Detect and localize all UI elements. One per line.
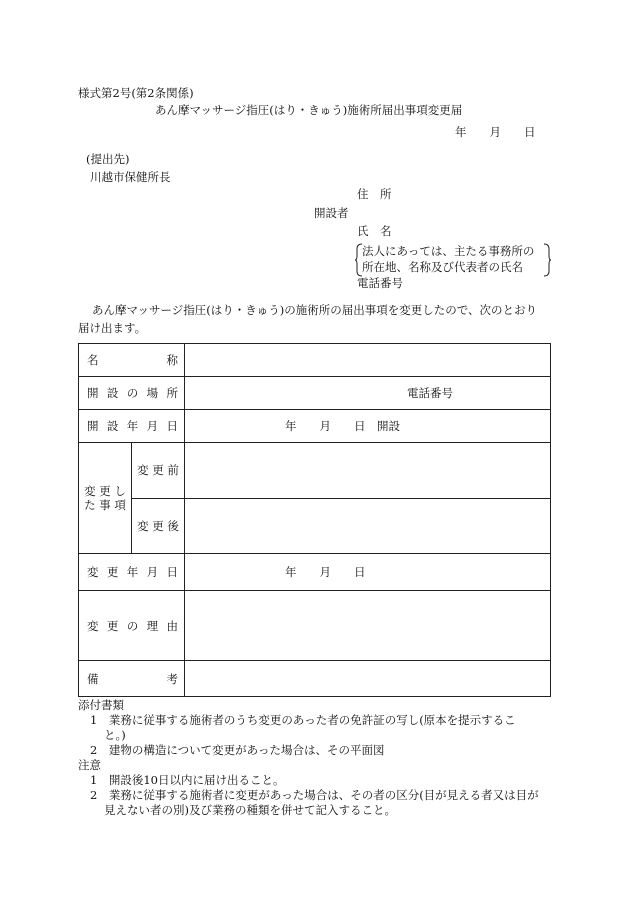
label-char: 備 [87,671,99,686]
row-reason [79,591,551,661]
form-title: あん摩マッサージ指圧(はり・きゅう)施術所届出事項変更届 [155,103,463,117]
label-char: 月 [146,565,159,579]
row-location [79,377,551,410]
before-label: 変 更 前 [132,443,185,499]
attachments-heading: 添付書類 [78,698,124,712]
row-open-date [79,410,551,443]
open-date-label-cell [79,410,185,443]
label-char: 日 [166,419,178,433]
label-char: 開 [87,419,99,433]
label-char: の [126,386,139,400]
label-char: 変 [87,565,99,579]
location-label-cell [79,377,185,410]
attachment-item-1-line1: 1 業務に従事する施術者のうち変更のあった者の免許証の写し(原本を提示するこ [90,713,516,727]
after-label: 変 更 後 [132,499,185,554]
label-char: 由 [166,618,178,633]
changed-items-label-line2: た 事 項 [84,498,126,512]
open-date-value: 年 月 日 開設 [285,419,400,433]
address-label: 住 所 [357,187,392,201]
corp-note-line2: 所在地、名称及び代表者の氏名 [362,260,523,274]
label-char: 開 [87,386,99,400]
label-char: 場 [146,386,159,400]
label-char: 更 [106,618,119,633]
label-char: 理 [146,618,159,633]
open-date-field[interactable] [185,410,551,443]
location-phone-label: 電話番号 [407,386,453,400]
change-date-label-cell [79,554,185,591]
note-item-1: 1 開設後10日以内に届け出ること。 [90,773,285,787]
reason-field[interactable] [185,591,551,661]
changed-items-label-cell [79,443,132,554]
row-before [79,443,551,499]
row-after [79,499,551,554]
reason-label-cell [79,591,185,661]
recipient-name: 川越市保健所長 [90,170,171,184]
notes-heading: 注意 [78,758,101,772]
change-form-table [78,343,551,697]
label-char: 月 [146,419,159,433]
intro-line2: 届け出ます。 [78,321,147,335]
after-field[interactable] [185,499,551,554]
row-remarks [79,661,551,697]
name-label-cell [79,344,185,377]
attachment-item-1-line2: と。) [104,728,126,742]
label-char: 設 [106,386,119,400]
submission-date: 年 月 日 [455,125,536,139]
label-char: 変 [87,618,99,633]
label-char: 名 [87,353,99,367]
before-field[interactable] [185,443,551,499]
note-item-2-line1: 2 業務に従事する施術者に変更があった場合は、その者の区分(目が見える者又は目が [90,788,539,802]
recipient-label: (提出先) [86,152,130,166]
label-char: 設 [106,419,119,433]
label-char: 更 [106,565,119,579]
remarks-label-cell [79,661,185,697]
attachments-section [78,698,539,818]
corp-note-line1: 法人にあっては、主たる事務所の [362,244,535,258]
phone-label: 電話番号 [357,276,403,290]
note-item-2-line2: 見えない者の別)及び業務の種類を併せて記入すること。 [104,803,396,817]
name-label: 氏 名 [357,224,392,238]
label-char: 考 [166,671,178,686]
row-name [79,344,551,377]
change-date-value: 年 月 日 [285,565,366,579]
right-brace-icon [543,243,551,277]
row-change-date [79,554,551,591]
form-number: 様式第2号(第2条関係) [78,86,194,100]
label-char: 年 [126,565,139,579]
intro-line1: あん摩マッサージ指圧(はり・きゅう)の施術所の届出事項を変更したので、次のとおり [92,303,538,317]
location-field[interactable] [185,377,551,410]
applicant-label: 開設者 [314,206,349,220]
label-char: の [126,618,139,633]
label-char: 称 [166,353,178,367]
label-char: 日 [166,565,178,579]
remarks-field[interactable] [185,661,551,697]
attachment-item-2: 2 建物の構造について変更があった場合は、その平面図 [90,743,385,757]
name-field[interactable] [185,344,551,377]
change-date-field[interactable] [185,554,551,591]
changed-items-label-line1: 変 更 し [84,484,126,498]
label-char: 所 [166,386,178,400]
label-char: 年 [126,419,139,433]
